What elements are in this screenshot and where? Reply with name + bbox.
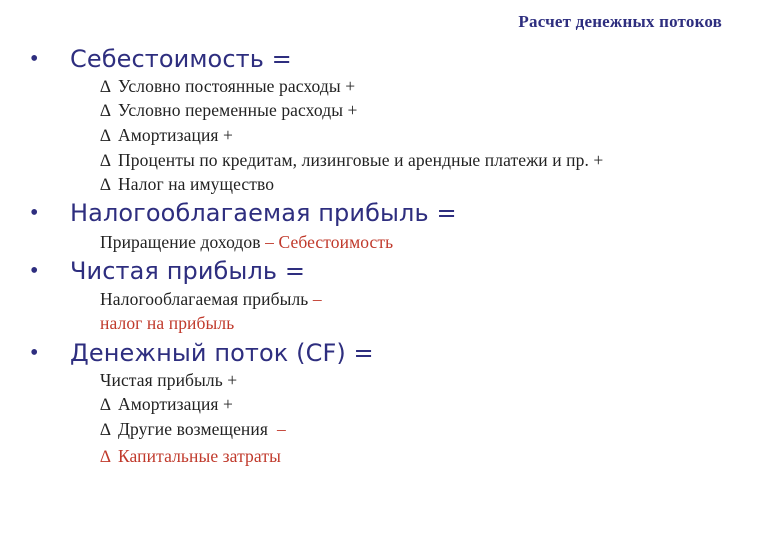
slide-title: Расчет денежных потоков <box>518 12 722 31</box>
list-item: ∆ Налог на имущество <box>100 174 275 194</box>
list-item: Приращение доходов – Себестоимость <box>100 232 394 252</box>
list-item: ∆ Амортизация + <box>100 125 233 145</box>
section-heading: Себестоимость = <box>70 45 292 73</box>
delta-icon: ∆ <box>100 419 111 439</box>
list-item: ∆ Амортизация + <box>100 394 233 414</box>
bullet-icon: • <box>30 46 39 72</box>
section-cost <box>30 42 292 76</box>
delta-icon: ∆ <box>100 394 111 414</box>
section-cash-flow <box>30 336 374 370</box>
list-item: Налогооблагаемая прибыль – <box>100 289 322 309</box>
list-item: ∆ Капитальные затраты <box>100 446 281 466</box>
delta-icon: ∆ <box>100 125 111 145</box>
bullet-icon: • <box>30 340 39 366</box>
delta-icon: ∆ <box>100 76 111 96</box>
delta-icon: ∆ <box>100 174 111 194</box>
section-heading: Денежный поток (CF) = <box>70 339 374 367</box>
list-item: ∆ Условно постоянные расходы + <box>100 76 356 96</box>
list-item: налог на прибыль <box>100 313 235 333</box>
delta-icon: ∆ <box>100 446 111 466</box>
section-heading: Налогооблагаемая прибыль = <box>70 199 457 227</box>
list-item: ∆ Условно переменные расходы + <box>100 100 358 120</box>
section-heading: Чистая прибыль = <box>70 257 306 285</box>
bullet-icon: • <box>30 258 39 284</box>
section-taxable-profit <box>30 196 457 230</box>
bullet-icon: • <box>30 200 39 226</box>
delta-icon: ∆ <box>100 100 111 120</box>
list-item: ∆ Проценты по кредитам, лизинговые и арендные платежи и пр. + <box>100 150 604 170</box>
section-net-profit <box>30 254 305 288</box>
delta-icon: ∆ <box>100 150 111 170</box>
list-item: ∆ Другие возмещения – <box>100 419 286 439</box>
list-item: Чистая прибыль + <box>100 370 238 390</box>
